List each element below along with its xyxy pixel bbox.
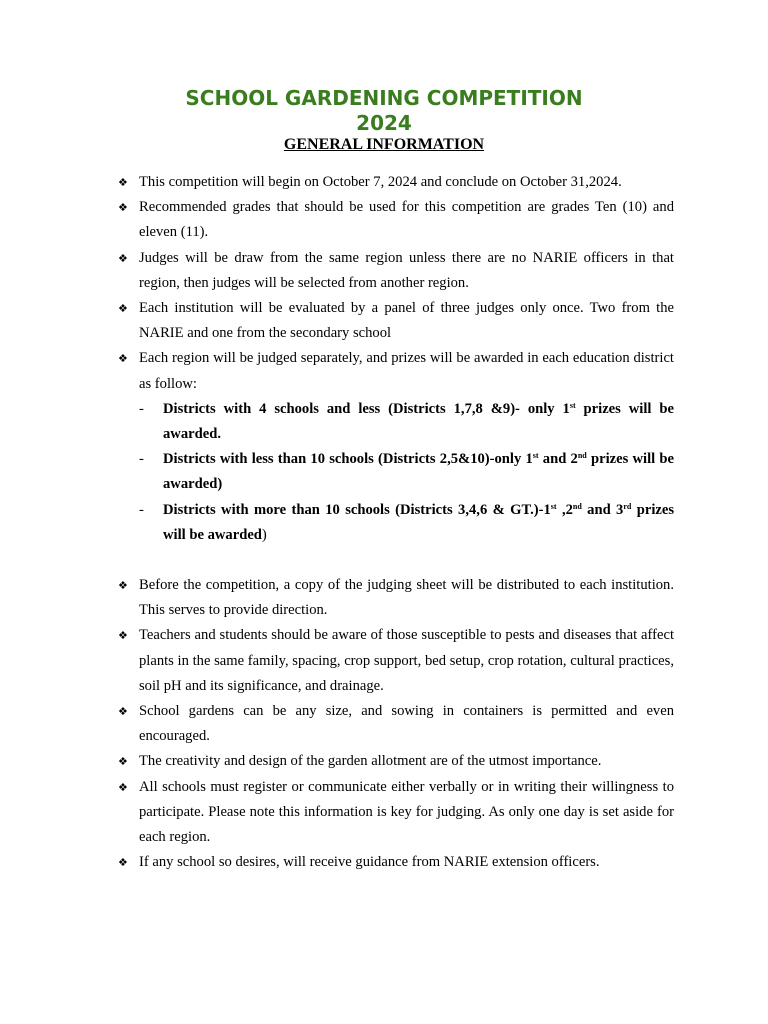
diamond-bullet-icon: ❖	[118, 251, 128, 265]
spacer	[118, 548, 674, 573]
diamond-bullet-icon: ❖	[118, 579, 128, 593]
title-line-1: SCHOOL GARDENING COMPETITION	[185, 86, 583, 110]
list-item: ❖ Each region will be judged separately, and prizes will be awarded in each education district as follow:	[118, 346, 674, 396]
list-item: ❖ Recommended grades that should be used for this competition are grades Ten (10) and eleven (11).	[118, 195, 674, 245]
diamond-bullet-icon: ❖	[118, 629, 128, 643]
list-item: ❖ Each institution will be evaluated by a panel of three judges only once. Two from the NARIE and one from the secondary school	[118, 296, 674, 346]
diamond-bullet-icon: ❖	[118, 755, 128, 769]
district-item: - Districts with 4 schools and less (Districts 1,7,8 &9)- only 1st prizes will be awarded.	[118, 397, 674, 447]
list-item: ❖ School gardens can be any size, and sowing in containers is permitted and even encouraged.	[118, 699, 674, 749]
document-title	[0, 86, 768, 136]
dash-bullet: -	[139, 400, 144, 417]
list-item: ❖ This competition will begin on October 7, 2024 and conclude on October 31,2024.	[118, 170, 674, 195]
diamond-bullet-icon: ❖	[118, 705, 128, 719]
diamond-bullet-icon: ❖	[118, 856, 128, 870]
list-item: ❖ The creativity and design of the garden allotment are of the utmost importance.	[118, 749, 674, 774]
section-heading: GENERAL INFORMATION	[283, 136, 485, 153]
dash-bullet: -	[139, 501, 144, 518]
list-item: ❖ Judges will be draw from the same region unless there are no NARIE officers in that region, then judges will be selected from another region.	[118, 246, 674, 296]
diamond-bullet-icon: ❖	[118, 176, 128, 189]
list-item: ❖ Teachers and students should be aware of those susceptible to pests and diseases that affect plants in the same family, spacing, crop support, bed setup, crop rotation, cultural practices, soil pH and its significance, and drainage.	[118, 623, 674, 699]
list-item: ❖ If any school so desires, will receive guidance from NARIE extension officers.	[118, 850, 674, 875]
diamond-bullet-icon: ❖	[118, 302, 128, 316]
district-item: - Districts with less than 10 schools (Districts 2,5&10)-only 1st and 2nd prizes will be awarded)	[118, 447, 674, 497]
dash-bullet: -	[139, 451, 144, 468]
diamond-bullet-icon: ❖	[118, 352, 128, 366]
list-item: ❖ All schools must register or communicate either verbally or in writing their willingness to participate. Please note this information is key for judging. As only one day is set aside for each region.	[118, 775, 674, 851]
title-line-2: 2024	[356, 111, 412, 135]
diamond-bullet-icon: ❖	[118, 201, 128, 215]
diamond-bullet-icon: ❖	[118, 780, 128, 794]
document-body	[118, 170, 674, 875]
list-item: ❖ Before the competition, a copy of the judging sheet will be distributed to each institution. This serves to provide direction.	[118, 573, 674, 623]
district-item: - Districts with more than 10 schools (Districts 3,4,6 & GT.)-1st ,2nd and 3rd prizes will be awarded)	[118, 498, 674, 548]
